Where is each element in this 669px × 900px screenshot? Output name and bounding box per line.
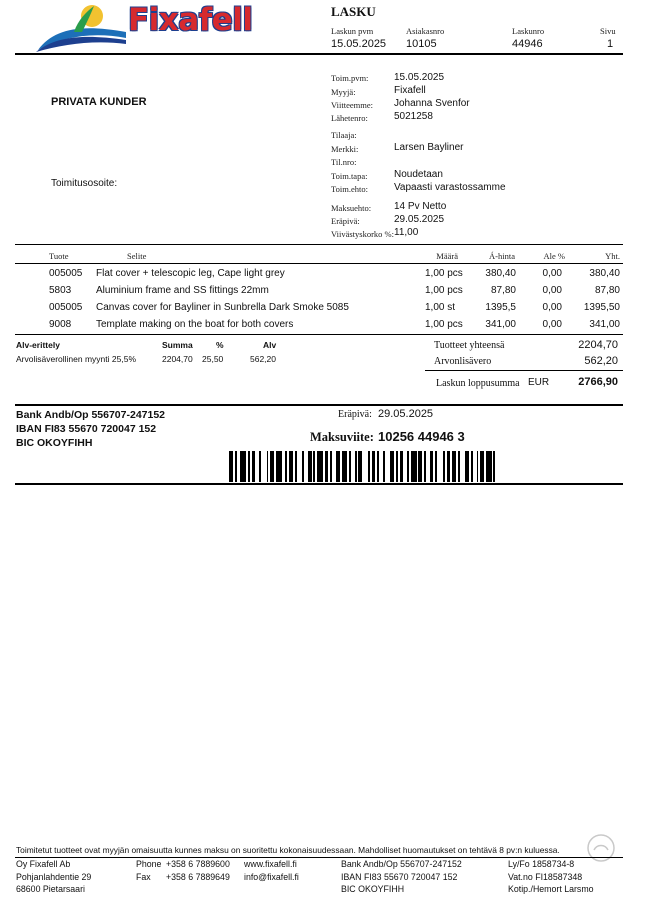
footer-fax-label: Fax <box>136 871 151 882</box>
payment-bic: BIC OKOYFIHH <box>16 437 93 449</box>
company-logo <box>34 2 129 52</box>
vat-header-percent: % <box>216 340 224 350</box>
row-discount: 0,00 <box>542 268 562 279</box>
detail-label-delivery-date: Toim.pvm: <box>331 73 369 83</box>
footer-phone-label: Phone <box>136 859 162 869</box>
footer-notice: Toimitetut tuotteet ovat myyjän omaisuutta kunnes maksu on suoritettu kokonaisuudessaan. Mahdolliset huomautukset on tehtävä 8 pv:n kuluessa. <box>16 845 560 855</box>
row-quantity: 1,00 pcs <box>425 285 463 296</box>
table-header-quantity: Määrä <box>436 251 458 261</box>
row-description: Canvas cover for Bayliner in Sunbrella Dark Smoke 5085 <box>96 302 349 313</box>
barcode-stripe <box>495 451 499 482</box>
vat-breakdown-title: Alv-erittely <box>16 340 60 350</box>
vat-row-sum: 2204,70 <box>162 354 193 364</box>
header-label-page: Sivu <box>600 26 616 36</box>
detail-label-due-date: Eräpivä: <box>331 216 360 226</box>
row-total: 1395,50 <box>583 302 620 313</box>
row-quantity: 1,00 st <box>425 302 456 313</box>
footer-phone-values <box>166 858 230 883</box>
detail-value-seller: Fixafell <box>394 85 426 96</box>
header-label-date: Laskun pvm <box>331 26 374 36</box>
footer-domicile: Kotip./Hemort Larsmo <box>508 884 594 894</box>
row-total: 87,80 <box>594 285 620 296</box>
detail-label-late-interest: Viivästyskorko %: <box>331 229 394 239</box>
header-value-page: 1 <box>607 38 614 50</box>
row-description: Template making on the boat for both covers <box>96 319 294 330</box>
footer-company <box>16 858 91 896</box>
footer-company-street: Pohjanlahdentie 29 <box>16 871 92 882</box>
detail-label-order-no: Til.nro: <box>331 157 357 167</box>
row-unit-price: 87,80 <box>490 285 516 296</box>
vat-header-vat: Alv <box>263 340 277 350</box>
footer-registration <box>508 858 594 896</box>
detail-label-our-reference: Viitteemme: <box>331 100 373 110</box>
company-logo-text: Fixafell <box>128 2 253 38</box>
detail-label-delivery-note: Lähetenro: <box>331 113 368 123</box>
row-total: 380,40 <box>589 268 620 279</box>
table-header-description: Selite <box>127 251 147 261</box>
detail-label-seller: Myyjä: <box>331 87 356 97</box>
invoice-total-label: Laskun loppusumma <box>436 378 520 389</box>
detail-label-brand: Merkki: <box>331 144 359 154</box>
header-value-date: 15.05.2025 <box>331 38 387 50</box>
footer-business-id: Ly/Fo 1858734-8 <box>508 859 575 869</box>
footer-website-link[interactable]: www.fixafell.fi <box>244 859 297 869</box>
header-divider <box>15 53 623 55</box>
detail-label-delivery-method: Toim.tapa: <box>331 171 368 181</box>
header-label-invoice-no: Laskunro <box>512 26 545 36</box>
payment-iban: IBAN FI83 55670 720047 152 <box>16 423 157 435</box>
footer-fax: +358 6 7889649 <box>166 871 230 882</box>
row-description: Flat cover + telescopic leg, Cape light grey <box>96 268 285 279</box>
detail-value-late-interest: 11,00 <box>394 227 419 238</box>
totals-divider <box>425 370 623 371</box>
header-label-customer-no: Asiakasnro <box>406 26 445 36</box>
document-title: LASKU <box>331 4 376 19</box>
payment-due-value: 29.05.2025 <box>378 408 434 420</box>
payment-reference-label: Maksuviite: <box>310 430 374 444</box>
table-header-discount: Ale % <box>543 251 565 261</box>
row-discount: 0,00 <box>542 319 562 330</box>
footer-company-name: Oy Fixafell Ab <box>16 859 71 869</box>
table-header-divider <box>15 263 623 264</box>
invoice-total-value: 2766,90 <box>578 376 618 388</box>
detail-label-orderer: Tilaaja: <box>331 130 357 140</box>
row-quantity: 1,00 pcs <box>425 319 463 330</box>
row-total: 341,00 <box>589 319 620 330</box>
vat-header-sum: Summa <box>162 340 193 350</box>
row-unit-price: 380,40 <box>485 268 516 279</box>
footer-phone-labels <box>136 858 161 883</box>
detail-value-delivery-terms: Vapaasti varastossamme <box>394 182 506 193</box>
footer-bank <box>341 858 462 896</box>
detail-value-due-date: 29.05.2025 <box>394 214 445 225</box>
payment-barcode <box>229 451 499 482</box>
footer-web <box>244 858 299 883</box>
row-discount: 0,00 <box>542 302 562 313</box>
row-discount: 0,00 <box>542 285 562 296</box>
table-header-unit-price: Á-hinta <box>489 251 515 261</box>
detail-value-delivery-date: 15.05.2025 <box>394 72 445 83</box>
table-header-product: Tuote <box>49 251 69 261</box>
header-value-customer-no: 10105 <box>406 38 437 50</box>
payment-due-label: Eräpivä: <box>338 409 372 420</box>
detail-value-brand: Larsen Bayliner <box>394 142 464 153</box>
row-product: 005005 <box>49 302 83 313</box>
detail-value-our-reference: Johanna Svenfor <box>394 98 470 109</box>
footer-vat-number: Vat.no FI18587348 <box>508 871 583 882</box>
detail-value-payment-terms: 14 Pv Netto <box>394 201 447 212</box>
footer-bank-line: Bank Andb/Op 556707-247152 <box>341 859 462 869</box>
payment-bottom-divider <box>15 483 623 485</box>
customer-name: PRIVATA KUNDER <box>51 96 147 108</box>
footer-phone: +358 6 7889600 <box>166 859 230 869</box>
vat-row-vat: 562,20 <box>250 354 276 364</box>
payment-bank: Bank Andb/Op 556707-247152 <box>16 409 166 421</box>
footer-iban-line: IBAN FI83 55670 720047 152 <box>341 871 458 882</box>
footer-company-city: 68600 Pietarsaari <box>16 884 85 894</box>
table-bottom-divider <box>15 334 623 335</box>
row-unit-price: 341,00 <box>485 319 516 330</box>
vat-row-label: Arvolisäverollinen myynti 25,5% <box>16 354 136 364</box>
row-product: 005005 <box>49 268 83 279</box>
invoice-total-currency: EUR <box>528 377 550 388</box>
logo-emblem-icon <box>34 2 129 52</box>
row-product: 9008 <box>49 319 72 330</box>
detail-label-delivery-terms: Toim.ehto: <box>331 184 368 194</box>
details-divider <box>15 244 623 245</box>
footer-bic-line: BIC OKOYFIHH <box>341 884 405 894</box>
footer-email-link[interactable]: info@fixafell.fi <box>244 871 299 882</box>
payment-top-divider <box>15 404 623 406</box>
detail-value-delivery-note: 5021258 <box>394 111 433 122</box>
row-product: 5803 <box>49 285 72 296</box>
row-quantity: 1,00 pcs <box>425 268 463 279</box>
vat-row-percent: 25,50 <box>202 354 224 364</box>
detail-value-delivery-method: Noudetaan <box>394 169 443 180</box>
products-total-label: Tuotteet yhteensä <box>434 340 505 351</box>
detail-label-payment-terms: Maksuehto: <box>331 203 372 213</box>
vat-total-value: 562,20 <box>584 355 618 367</box>
products-total-value: 2204,70 <box>578 339 618 351</box>
row-description: Aluminium frame and SS fittings 22mm <box>96 285 269 296</box>
table-header-total: Yht. <box>605 251 620 261</box>
delivery-address-label: Toimitusosoite: <box>51 178 118 189</box>
vat-total-label: Arvonlisävero <box>434 356 492 367</box>
header-value-invoice-no: 44946 <box>512 38 543 50</box>
row-unit-price: 1395,5 <box>485 302 516 313</box>
payment-reference-value: 10256 44946 3 <box>378 429 465 444</box>
